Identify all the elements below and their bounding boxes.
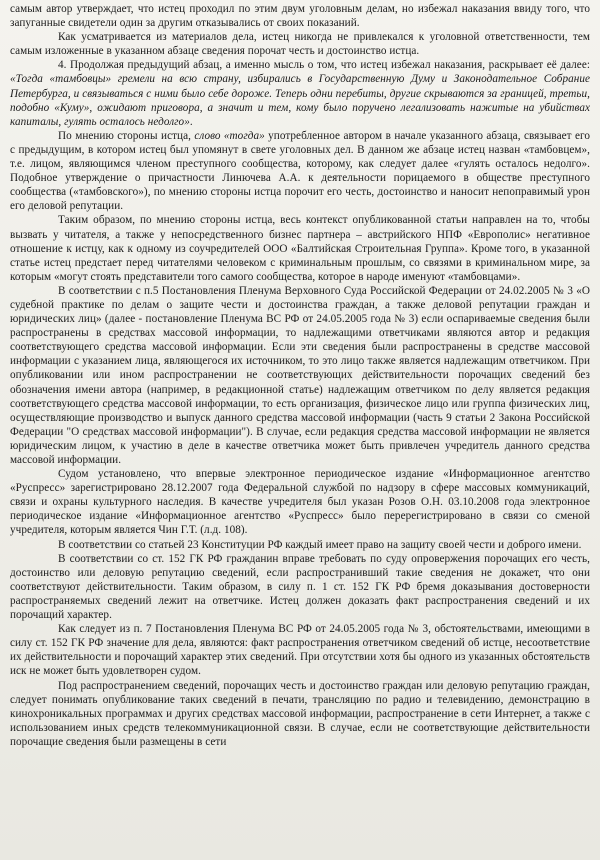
tambovets-quote: слово «тогда» — [194, 129, 265, 142]
paragraph-plenum-point-7: Как следует из п. 7 Постановления Пленума ВС РФ от 24.05.2005 года № 3, обстоятельствами, имеющими в силу ст. 152 ГК РФ значение для дела, являются: факт распространения ответчиком сведений об истце, несоответствие их действительности и порочащий характер этих сведений. При отсутствии хотя бы одного из указанных обстоятельств иск не может быть удовлетворен судом. — [10, 623, 590, 678]
paragraph-court-established: Судом установлено, что впервые электронное периодическое издание «Информационное агентство «Руспресс» зарегистрировано 28.12.2007 года Федеральной службой по надзору в сфере массовых коммуникаций, связи и охраны культурного наследия. В качестве учредителя был указан Розов О.Н. 03.10.2008 года электронное периодическое издание «Информационное агентство «Руспресс» было перерегистрировано в связи со сменой учредителя, которым является Чин Г.Т. (л.д. 108). — [10, 468, 590, 537]
paragraph-plenum-point-5: В соответствии с п.5 Постановления Пленума Верховного Суда Российской Федерации от 24.02.2005 № 3 «О судебной практике по делам о защите чести и достоинства граждан, а также деловой репутации граждан и юридических лиц» (далее - постановление Пленума ВС РФ от 24.05.2005 года № 3) если оспариваемые сведения были распространены в средствах массовой информации, то надлежащими ответчиками являются автор и редакция соответствующего средства массовой информации. Если эти сведения были распространены в средстве массовой информации с указанием лица, являющегося их источником, то это лицо также является надлежащим ответчиком. При опубликовании или ином распространении не соответствующих действительности порочащих сведений без обозначения имени автора (например, в редакционной статье) надлежащим ответчиком по делу является редакция соответствующего средства массовой информации, то есть организация, физическое лицо или группа физических лиц, осуществляющие производство и выпуск данного средства массовой информации (часть 9 статьи 2 Закона Российской Федерации "О средствах массовой информации"). В случае, если редакция средства массовой информации не является юридическим лицом, к участию в деле в качестве ответчика может быть привлечен учредитель данного средства массовой информации. — [10, 284, 590, 466]
paragraph-dissemination-definition: Под распространением сведений, порочащих честь и достоинство граждан или деловую репутацию граждан, следует понимать опубликование таких сведений в печати, трансляцию по радио и телевидению, демонстрацию в кинохроникальных программах и других средствах массовой информации, распространение в сети Интернет, а также с использованием иных средств телекоммуникационной связи. В случае, если не соответствующие действительности порочащие сведения были размещены в сети — [10, 679, 590, 748]
point-4-tail: . — [189, 115, 193, 128]
paragraph-no-criminal-responsibility: Как усматривается из материалов дела, истец никогда не привлекался к уголовной ответственности, тем самым изложенные в указанном абзаце сведения порочат честь и достоинство истца. — [10, 31, 590, 58]
paragraph-tambovets — [10, 129, 590, 214]
tambovets-lead: По мнению стороны истца, — [58, 129, 195, 142]
point-4-quote: «Тогда «тамбовцы» гремели на всю страну, избирались в Государственную Думу и Законодательное Собрание Петербурга, и связываться с ними было себе дороже. Теперь одни перебиты, другие скрываются за границей, третьи, подобно «Куму», ожидают приговора, а значит и тем, кому было поручено легализовать нажитые на убийствах капиталы, гулять осталось недолго» — [10, 73, 590, 128]
paragraph-continuation: самым автор утверждает, что истец проходил по этим двум уголовным делам, но избежал наказания ввиду того, что запуганные свидетели один за другим отказывались от своих показаний. — [10, 3, 590, 30]
paragraph-constitution-art-23: В соответствии со статьей 23 Конституции РФ каждый имеет право на защиту своей чести и доброго имени. — [58, 538, 582, 551]
paragraph-point-4 — [10, 58, 590, 128]
tambovets-tail: употребленное автором в начале указанного абзаца, связывает его с предыдущим, в котором истец был упомянут в свете уголовных дел. В данном же абзаце истец назван «тамбовцем», т.е. лицом, являющимся членом преступного сообщества, которому, как следует далее «гулять осталось недолго». Подобное утверждение о причастности Линючева А.А. к деятельности порицаемого в обществе преступного сообщества («тамбовского»), по мнению стороны истца порочит его честь, достоинство и наносит непоправимый урон его деловой репутации. — [10, 129, 590, 213]
paragraph-article-context: Таким образом, по мнению стороны истца, весь контекст опубликованной статьи направлен на то, чтобы вызвать у читателя, а также у непосредственного бизнес партнера – австрийского НПФ «Европолис» негативное отношение к истцу, как к одному из соучредителей ООО «Балтийская Строительная Группа». Кроме того, в указанной статье истец предстает перед читателями человеком с криминальным прошлым, со связями в криминальном мире, за которым «могут стоять представители того самого сообщества, которое в народе именуют «тамбовцами». — [10, 214, 590, 283]
point-4-lead: 4. Продолжая предыдущий абзац, а именно мысль о том, что истец избежал наказания, раскрывает её далее: — [58, 59, 590, 72]
paragraph-civil-code-152: В соответствии со ст. 152 ГК РФ гражданин вправе требовать по суду опровержения порочащих его честь, достоинство или деловую репутацию сведений, если распространивший такие сведения не докажет, что они соответствуют действительности. Таким образом, в силу п. 1 ст. 152 ГК РФ бремя доказывания достоверности распространяемых сведений лежит на ответчике. Истец должен доказать факт распространения сведений и их порочащий характер. — [10, 552, 590, 622]
